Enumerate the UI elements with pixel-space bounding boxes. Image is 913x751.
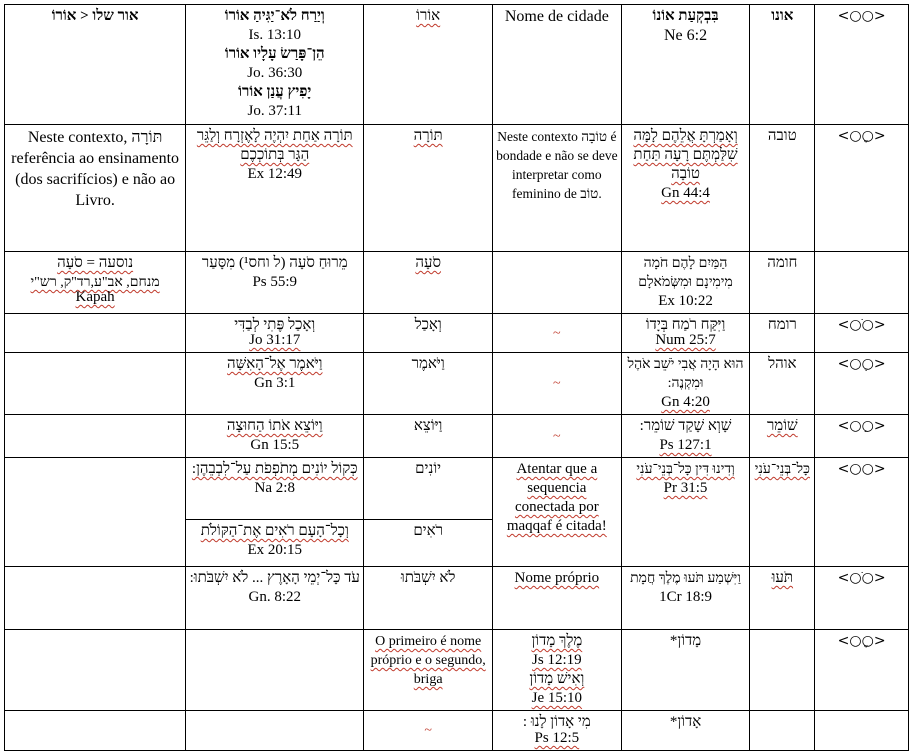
cell-note: [5, 353, 186, 415]
cell-example: [621, 314, 750, 353]
cell-pattern: <○○ָ>: [815, 125, 909, 252]
cell-word: וְאָכַל: [364, 314, 493, 353]
cell-citations: [186, 630, 364, 711]
cell-form: אָדוֹן*: [621, 711, 750, 751]
hebrew-quote: מֶלֶךְ מָדוֹן: [531, 633, 583, 649]
reference: Ps 127:1: [659, 437, 712, 453]
reference: Ex 12:49: [247, 166, 303, 182]
cell-pattern: [815, 711, 909, 751]
hebrew-quote: וַיִּקַּח רֹמַח בְּיָדוֹ: [645, 317, 726, 333]
hebrew-quote: וְאָכַל פֶּתִי לְבַדִּי: [234, 317, 316, 333]
hebrew-quote: מִי אָדוֹן לָנוּ :: [522, 714, 591, 730]
cell-comment: ~: [493, 415, 622, 458]
hebrew-quote: יָפִיץ עֲנַן אוֹרוֹ: [238, 84, 312, 100]
note-text: Kapah: [75, 289, 115, 305]
cell-citations: [186, 458, 364, 520]
hebrew-quote: שָׁוְא שָׁקַד שׁוֹמֵר:: [639, 418, 732, 434]
reference: Ps 12:5: [534, 730, 580, 746]
cell-comment: ~: [493, 353, 622, 415]
table-row: [5, 415, 909, 458]
cell-citations: [186, 125, 364, 252]
cell-citations: [186, 520, 364, 567]
cell-form: טובה: [750, 125, 815, 252]
reference: Js 12:19: [532, 652, 582, 668]
cell-example: [621, 353, 750, 415]
hebrew-quote: וְיַרַח לֹא־יַגִּיהַ אוֹרוֹ: [224, 8, 325, 24]
cell-comment: [493, 252, 622, 314]
reference: Ne 6:2: [663, 27, 708, 44]
hebrew-note: מנחם, אב"ע,רד"ק, רש"י: [30, 275, 160, 290]
cell-citations: [186, 711, 364, 751]
cell-note: [5, 567, 186, 630]
cell-example: [621, 252, 750, 314]
cell-citations: [186, 252, 364, 314]
cell-form: אונו: [750, 5, 815, 125]
cell-form: חומה: [750, 252, 815, 314]
cell-form: תֹּעוּ: [750, 567, 815, 630]
cell-pattern: <○○>: [815, 5, 909, 125]
cell-pattern: <○○ֹ>: [815, 314, 909, 353]
reference: Gn 15:5: [250, 437, 300, 453]
cell-note: [5, 711, 186, 751]
reference: Gn 4:20: [661, 394, 710, 410]
cell-pattern: <○○ָ>: [815, 630, 909, 711]
cell-citations: [186, 5, 364, 125]
cell-comment: ~: [364, 711, 493, 751]
cell-comment: Nome de cidade: [493, 5, 622, 125]
cell-citations: [186, 415, 364, 458]
reference: Jo 31:17: [249, 332, 301, 348]
cell-pattern: <○○>: [815, 458, 909, 567]
cell-form-secondary: [750, 711, 815, 751]
hebrew-quote: הַמַּיִם לָהֶם חֹמָה מִימִינָם וּמִשְּׂמֹאלָם: [638, 256, 733, 290]
cell-word: רֹאִים: [364, 520, 493, 567]
reference: Num 25:7: [655, 332, 716, 348]
table-row: [5, 458, 909, 520]
cell-pattern: <○○ֶ>: [815, 353, 909, 415]
cell-word: אוֹרוֹ: [364, 5, 493, 125]
table-row: [5, 125, 909, 252]
comparison-table: [4, 4, 909, 751]
cell-comment: ~: [493, 314, 622, 353]
cell-example: [621, 415, 750, 458]
table-row: [5, 314, 909, 353]
cell-form: שׁוֹמֵר: [750, 415, 815, 458]
cell-note: אור שלו < אוֹרוֹ: [5, 5, 186, 125]
reference: Je 15:10: [531, 690, 583, 706]
cell-word: לֹא יִשְׁבֹּתוּ: [364, 567, 493, 630]
reference: 1Cr 18:9: [659, 589, 712, 605]
hebrew-quote: וְאָמַרְתָּ אֲלֵהֶם לָמָּה שִׁלַּמְתֶּם רָעָה תַּחַת טוֹבָה: [633, 128, 738, 182]
cell-word: וַיּוֹצֵא: [364, 415, 493, 458]
cell-note: [5, 415, 186, 458]
cell-citations: [186, 567, 364, 630]
cell-word: תּוֹרָה: [364, 125, 493, 252]
reference: Is. 13:10: [248, 27, 301, 43]
cell-word: יוֹנִים: [364, 458, 493, 520]
reference: Ex 20:15: [247, 542, 303, 558]
cell-comment: Nome próprio: [493, 567, 622, 630]
cell-example: [493, 630, 622, 711]
cell-example: [493, 711, 622, 751]
table-row: [5, 567, 909, 630]
hebrew-quote: וְאִישׁ מָדוֹן: [529, 671, 585, 687]
hebrew-quote: וַיִּשְׁמַע תֹּעוּ מֶלֶךְ חֲמָת: [630, 571, 741, 586]
cell-word: וַיֹּאמֶר: [364, 353, 493, 415]
table-row: [5, 630, 909, 711]
cell-note: [5, 630, 186, 711]
reference: Gn 3:1: [254, 375, 296, 391]
reference: Pr 31:5: [663, 480, 708, 496]
hebrew-quote: תּוֹרָה אַחַת יִהְיֶה לָאֶזְרָח וְלַגֵּר הַגָּר בְּתוֹכְכֶם: [196, 128, 353, 163]
hebrew-quote: מֵרוּחַ סֹעָה (ל וחס¹) מִסָּעַר: [201, 255, 348, 271]
cell-comment: O primeiro é nome próprio e o segundo, briga: [364, 630, 493, 711]
hebrew-quote: וְכָל־הָעָם רֹאִים אֶת־הַקּוֹלֹת: [200, 523, 349, 539]
reference: Ex 10:22: [658, 293, 713, 309]
cell-comment: Neste contexto טוֹבָה é bondade e não se deve interpretar como feminino de טוֹב.: [493, 125, 622, 252]
cell-pattern: <○○ֹ>: [815, 567, 909, 630]
cell-pattern: <○○ֵ>: [815, 415, 909, 458]
hebrew-quote: עֹד כָּל־יְמֵי הָאָרֶץ ... לֹא יִשְׁבֹּתוּ:: [189, 570, 360, 586]
cell-note: Neste contexto, תּוֹרָה referência ao ensinamento (dos sacrifícios) e não ao Livro.: [5, 125, 186, 252]
hebrew-quote: הֵן־פָּרַשׂ עָלָיו אוֹרוֹ: [224, 46, 325, 62]
hebrew-quote: וַיּוֹצֵא אֹתוֹ הַחוּצָה: [226, 418, 323, 434]
cell-example: [621, 567, 750, 630]
cell-note: [5, 458, 186, 567]
reference: Gn 44:4: [661, 185, 710, 201]
hebrew-note: נוסעה = סֹעָה: [57, 255, 134, 271]
table-row: [5, 5, 909, 125]
cell-citations: [186, 353, 364, 415]
cell-form: רומח: [750, 314, 815, 353]
cell-citations: [186, 314, 364, 353]
reference: Gn. 8:22: [248, 589, 301, 605]
table-row: [5, 353, 909, 415]
cell-form: מָדוֹן*: [621, 630, 750, 711]
cell-pattern: [815, 252, 909, 314]
reference: Na 2:8: [254, 480, 295, 496]
hebrew-quote: הוּא הָיָה אֲבִי יֹשֵׁב אֹהֶל וּמִקְנֶה:: [627, 357, 744, 391]
cell-form: כָּל־בְּנֵי־עֹנִי: [750, 458, 815, 567]
cell-example: [621, 125, 750, 252]
table-row: [5, 252, 909, 314]
table-row: [5, 711, 909, 751]
reference: Ps 55:9: [252, 274, 298, 290]
hebrew-quote: בִּבְקְעַת אוֹנוֹ: [652, 8, 719, 24]
cell-note: [5, 252, 186, 314]
cell-example: [621, 458, 750, 567]
cell-comment: Atentar que a sequencia conectada por maqqaf é citada!: [493, 458, 622, 567]
cell-form: אוהל: [750, 353, 815, 415]
cell-note: [5, 314, 186, 353]
cell-form-secondary: [750, 630, 815, 711]
cell-word: סֹעָה: [364, 252, 493, 314]
hebrew-quote: כְּקוֹל יוֹנִים מְתֹפְפֹת עַל־לִבְבֵהֶן:: [191, 461, 358, 477]
reference: Jo. 36:30: [247, 65, 303, 81]
cell-example: [621, 5, 750, 125]
reference: Jo. 37:11: [247, 103, 302, 119]
hebrew-quote: וַיֹּאמֶר אֶל־הָאִשָּׁה: [227, 356, 323, 372]
hebrew-quote: וְדִינוּ דִּין כָּל־בְּנֵי־עֹנִי: [636, 462, 735, 477]
